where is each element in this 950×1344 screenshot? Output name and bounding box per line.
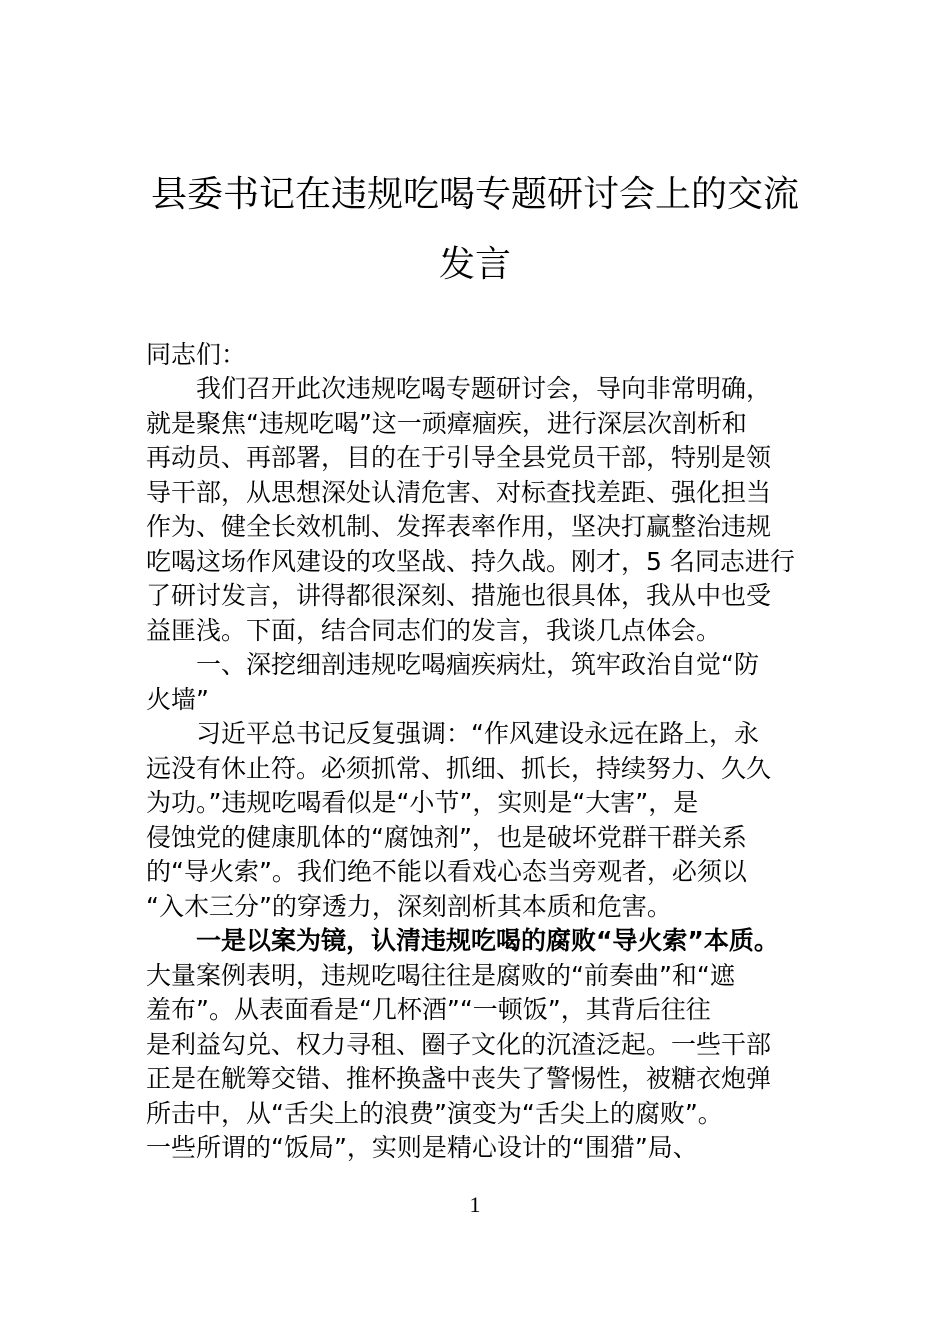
body-line: 的“导火索”。我们绝不能以看戏心态当旁观者，必须以 xyxy=(146,857,747,886)
body-line: 益匪浅。下面，结合同志们的发言，我谈几点体会。 xyxy=(146,616,722,645)
body-line: 再动员、再部署，目的在于引导全县党员干部，特别是领 xyxy=(146,443,772,472)
body-line: 一些所谓的“饭局”，实则是精心设计的“围猎”局、 xyxy=(146,1133,698,1162)
body-line: 侵蚀党的健康肌体的“腐蚀剂”，也是破坏党群干群关系 xyxy=(146,823,747,852)
body-line: 大量案例表明，违规吃喝往往是腐败的“前奏曲”和“遮 xyxy=(146,961,735,990)
body-line: 是利益勾兑、权力寻租、圈子文化的沉渣泛起。一些干部 xyxy=(146,1030,772,1059)
body-line: 导干部，从思想深处认清危害、对标查找差距、强化担当 xyxy=(146,478,772,507)
body-line: 我们召开此次违规吃喝专题研讨会，导向非常明确， xyxy=(196,374,772,403)
body-line: 习近平总书记反复强调：“作风建设永远在路上，永 xyxy=(196,719,759,748)
body-line: 所击中，从“舌尖上的浪费”演变为“舌尖上的腐败”。 xyxy=(146,1099,723,1128)
section-heading-line: 一、深挖细剖违规吃喝痼疾病灶，筑牢政治自觉“防 xyxy=(196,650,759,679)
body-line: 作为、健全长效机制、发挥表率作用，坚决打赢整治违规 xyxy=(146,512,772,541)
page-number: 1 xyxy=(469,1192,481,1217)
body-line: 吃喝这场作风建设的攻坚战、持久战。刚才，5 名同志进行 xyxy=(146,547,795,576)
body-line: 羞布”。从表面看是“几杯酒”“一顿饭”，其背后往往 xyxy=(146,995,711,1024)
body-line: 为功。”违规吃喝看似是“小节”，实则是“大害”，是 xyxy=(146,788,699,817)
document-title-line-2: 发言 xyxy=(438,244,511,285)
bold-subheading: 一是以案为镜，认清违规吃喝的腐败“导火索”本质。 xyxy=(196,926,779,955)
section-heading-line: 火墙” xyxy=(146,685,209,714)
body-line: 了研讨发言，讲得都很深刻、措施也很具体，我从中也受 xyxy=(146,581,772,610)
body-line: “入木三分”的穿透力，深刻剖析其本质和危害。 xyxy=(146,892,672,921)
salutation: 同志们： xyxy=(146,340,247,369)
body-line: 正是在觥筹交错、推杯换盏中丧失了警惕性，被糖衣炮弹 xyxy=(146,1064,772,1093)
body-line: 远没有休止符。必须抓常、抓细、抓长，持续努力、久久 xyxy=(146,754,772,783)
document-title-line-1: 县委书记在违规吃喝专题研讨会上的交流 xyxy=(150,174,799,215)
body-line: 就是聚焦“违规吃喝”这一顽瘴痼疾，进行深层次剖析和 xyxy=(146,409,747,438)
